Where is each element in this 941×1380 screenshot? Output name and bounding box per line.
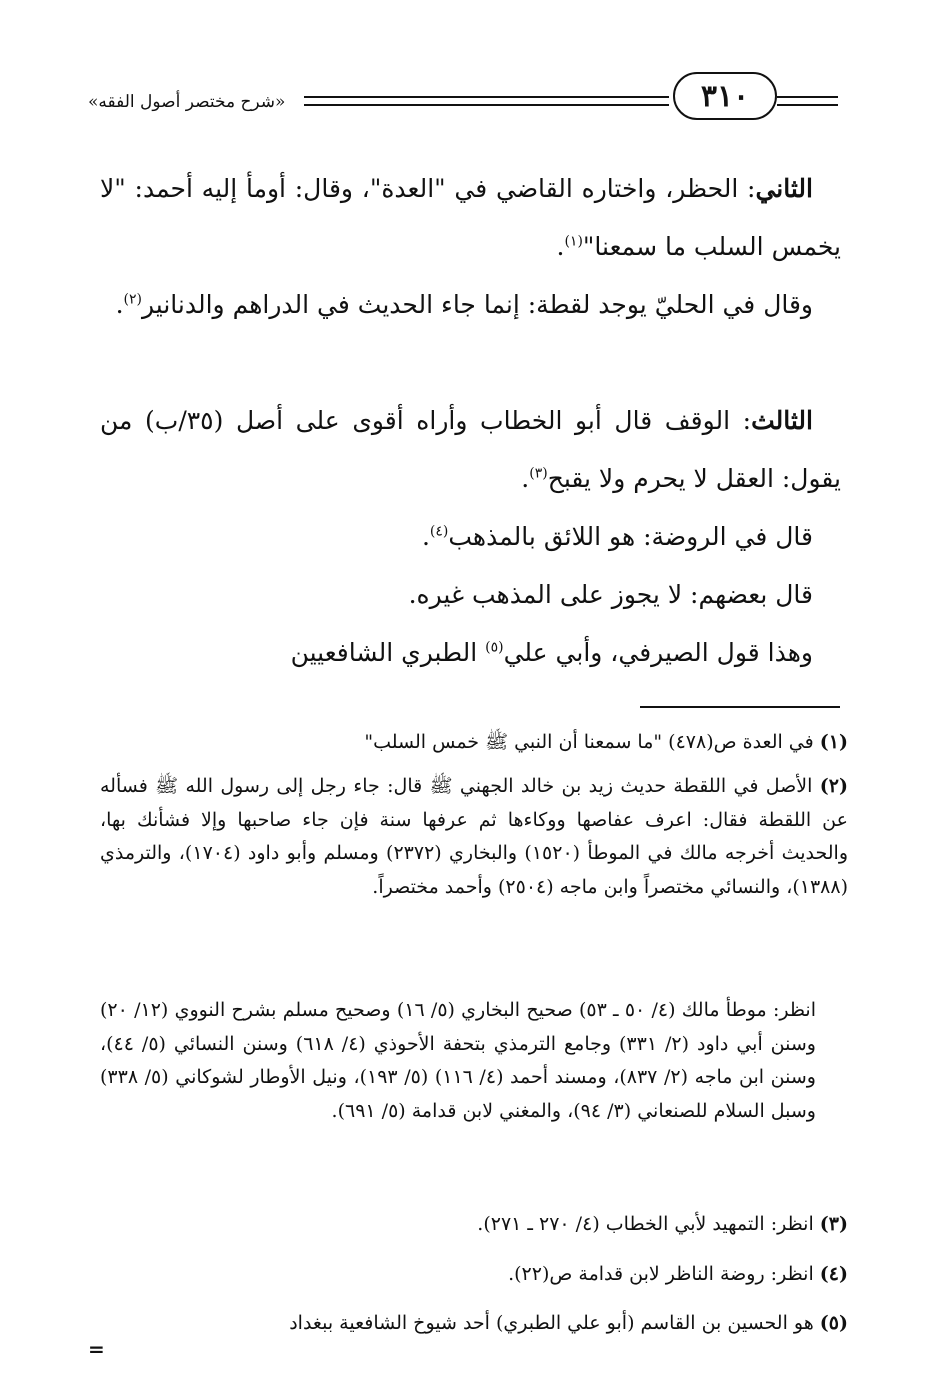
header-rule	[777, 96, 838, 98]
footnote-text: انظر: موطأ مالك (٤/ ٥٠ ـ ٥٣) صحيح البخاري (٥/ ١٦) وصحيح مسلم بشرح النووي (١٢/ ٢٠) وسنن أبي داود (٢/ ٣٣١) وجامع الترمذي بتحفة الأحوذي (٤/ ٦١٨) وسنن النسائي (٥/ ٤٤)، وسنن ابن ماجه (٢/ ٨٣٧)، ومسند أحمد (٤/ ١١٦) (٥/ ١٩٣)، ونيل الأوطار لشوكاني (٥/ ٣٣٨) وسبل السلام للصنعاني (٣/ ٩٤)، والمغني لابن قدامة (٥/ ٦٩١).	[100, 999, 816, 1122]
paragraph-text: وهذا قول الصيرفي، وأبي علي	[503, 638, 813, 667]
paragraph-text: : الوقف قال أبو الخطاب وأراه أقوى على أصل (٣٥/ب) من يقول: العقل لا يحرم ولا يقبح	[100, 406, 841, 493]
header-rule	[777, 104, 838, 106]
footnote-5	[110, 1307, 848, 1341]
paragraph-some-said	[100, 566, 841, 624]
footnote-ref[interactable]: (٥)	[485, 639, 504, 656]
footnote-3	[100, 1208, 848, 1242]
footnote-text: هو الحسين بن القاسم (أبو علي الطبري) أحد شيوخ الشافعية ببغداد	[289, 1312, 814, 1334]
paragraph-text: قال بعضهم: لا يجوز على المذهب غيره.	[408, 580, 813, 609]
paragraph-end: .	[421, 522, 430, 551]
footnote-text: انظر: التمهيد لأبي الخطاب (٤/ ٢٧٠ ـ ٢٧١).	[477, 1213, 814, 1235]
paragraph-end: .	[556, 232, 565, 261]
page-number: ٣١٠	[673, 72, 777, 120]
header-rule	[304, 104, 669, 106]
footnote-number: (٤)	[819, 1263, 848, 1285]
paragraph-text: وقال في الحليّ يوجد لقطة: إنما جاء الحديث في الدراهم والدنانير	[142, 290, 813, 319]
paragraph-label: الثالث	[751, 406, 813, 435]
footnote-number: (١)	[819, 731, 848, 753]
page-header	[88, 66, 838, 136]
footnote-2-references	[100, 994, 816, 1128]
paragraph-text: : الحظر، واختاره القاضي في "العدة"، وقال: أومأ إليه أحمد: "لا يخمس السلب ما سمعنا"	[100, 174, 841, 261]
paragraph-jewelry	[100, 276, 841, 334]
footnote-text: انظر: روضة الناظر لابن قدامة ص(٢٢).	[508, 1263, 814, 1285]
footnote-ref[interactable]: (٤)	[429, 523, 449, 540]
footnote-text: في العدة ص(٤٧٨) "ما سمعنا أن النبي ﷺ خمس السلب"	[364, 731, 814, 753]
footnote-separator	[640, 706, 840, 708]
paragraph-sayrafi	[100, 624, 841, 682]
paragraph-end: .	[115, 290, 124, 319]
paragraph-third-opinion	[100, 392, 841, 508]
footnote-text: الأصل في اللقطة حديث زيد بن خالد الجهني ﷺ قال: جاء رجل إلى رسول الله ﷺ فسأله عن اللقطة فقال: اعرف عفاصها ووكاءها ثم عرفها سنة فإن جاء صاحبها وإلا فشأنك بها، والحديث أخرجه مالك في الموطأ (١٥٢٠) والبخاري (٢٣٧٢) ومسلم وأبو داود (١٧٠٤)، والترمذي (١٣٨٨)، والنسائي مختصراً وابن ماجه (٢٥٠٤) وأحمد مختصراً.	[100, 775, 849, 898]
paragraph-second-opinion	[100, 160, 841, 276]
paragraph-rawda	[100, 508, 841, 566]
paragraph-text: قال في الروضة: هو اللائق بالمذهب	[448, 522, 813, 551]
header-rule	[304, 96, 669, 98]
running-title: «شرح مختصر أصول الفقه»	[88, 92, 286, 112]
paragraph-label: الثاني	[755, 174, 813, 203]
paragraph-text: الطبري الشافعيين	[290, 638, 486, 667]
continuation-mark: =	[88, 1337, 105, 1361]
footnote-number: (٥)	[819, 1312, 848, 1334]
footnote-number: (٣)	[819, 1213, 848, 1235]
footnote-2	[100, 770, 848, 904]
footnote-number: (٢)	[819, 775, 848, 797]
footnote-ref[interactable]: (١)	[564, 233, 583, 250]
footnote-ref[interactable]: (٣)	[529, 465, 548, 482]
paragraph-end: .	[521, 464, 530, 493]
footnote-4	[100, 1258, 848, 1292]
footnote-1	[100, 726, 848, 760]
footnote-ref[interactable]: (٢)	[123, 291, 142, 308]
